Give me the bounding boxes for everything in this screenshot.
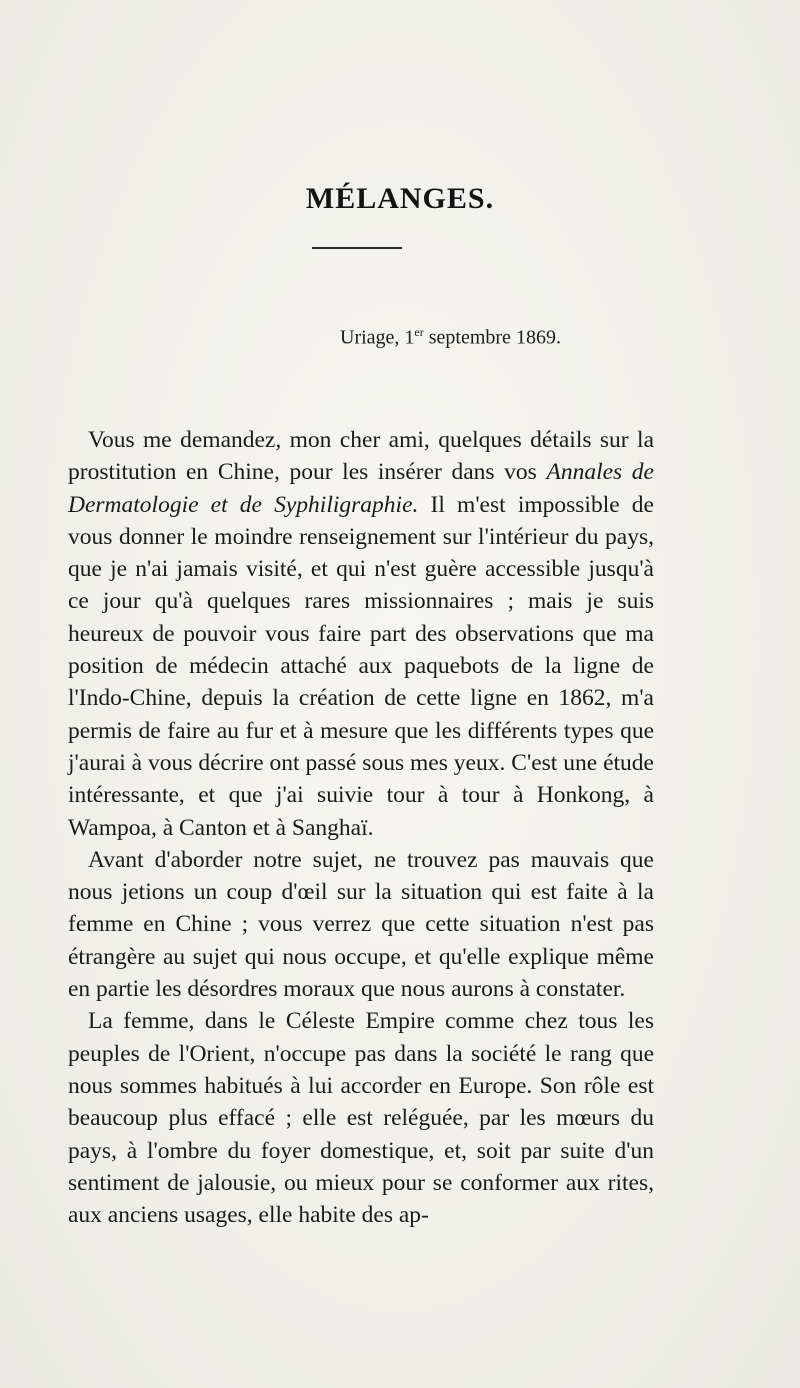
paragraph (68, 844, 654, 1005)
dateline-main: Uriage, 1 (340, 326, 415, 349)
dateline (340, 325, 561, 350)
dateline-rest: septembre 1869. (423, 326, 561, 349)
text-run: Avant d'aborder notre sujet, ne trouvez pas mauvais que nous jetions un coup d'œil sur la situation qui est faite à la femme en Chine ; vous verrez que cette situation n'est pas étrangère au sujet qui nous occupe, et qu'elle explique même en partie les désordres moraux que nous aurons à constater. (68, 846, 654, 1003)
italic-text: Annales de Dermatologie et de Syphiligraphie. (68, 459, 654, 518)
body-text (68, 424, 654, 1231)
text-run: Vous me demandez, mon cher ami, quelques détails sur la prostitution en Chine, pour les insérer dans vos (68, 427, 654, 486)
paragraph (68, 424, 654, 844)
page-title: MÉLANGES. (305, 182, 495, 215)
paragraph (68, 1005, 654, 1231)
dateline-superscript: er (414, 325, 424, 339)
title-divider (312, 247, 402, 249)
text-run: La femme, dans le Céleste Empire comme chez tous les peuples de l'Orient, n'occupe pas dans la société le rang que nous sommes habitués à lui accorder en Europe. Son rôle est beaucoup plus effacé ; elle est reléguée, par les mœurs du pays, à l'ombre du foyer domestique, et, soit par suite d'un sentiment de jalousie, ou mieux pour se conformer aux rites, aux anciens usages, elle habite des ap- (68, 1008, 654, 1229)
text-run: Il m'est impossible de vous donner le moindre renseignement sur l'intérieur du pays, que je n'ai jamais visité, et qui n'est guère accessible jusqu'à ce jour qu'à quelques rares missionnaires ; mais je suis heureux de pouvoir vous faire part des observations que ma position de médecin attaché aux paquebots de la ligne de l'Indo-Chine, depuis la création de cette ligne en 1862, m'a permis de faire au fur et à mesure que les différents types que j'aurai à vous décrire ont passé sous mes yeux. C'est une étude intéressante, et que j'ai suivie tour à tour à Honkong, à Wampoa, à Canton et à Sanghaï. (68, 491, 654, 841)
